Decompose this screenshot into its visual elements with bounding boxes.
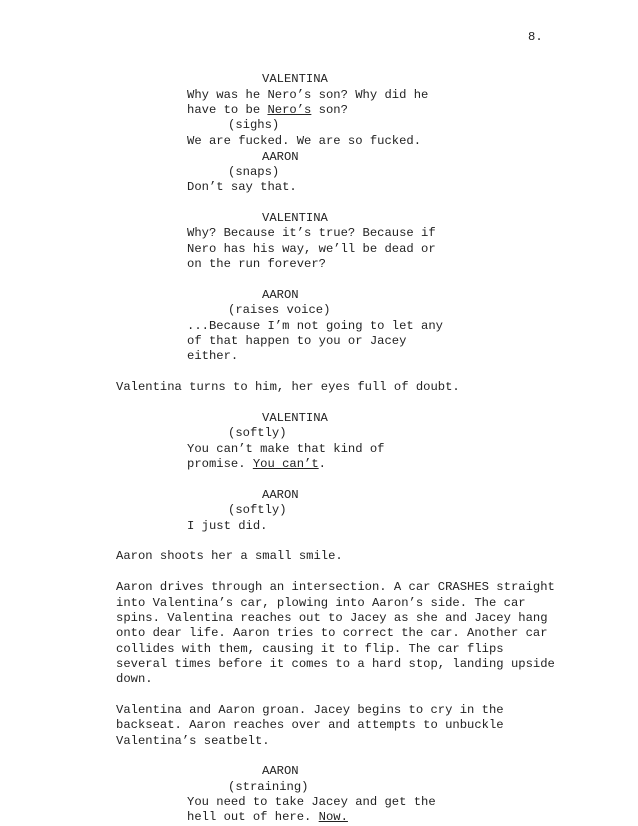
character-name: AARON bbox=[262, 150, 299, 164]
character-name: AARON bbox=[262, 488, 299, 502]
action-line: backseat. Aaron reaches over and attempts to unbuckle bbox=[116, 718, 504, 732]
dialogue-line: Why was he Nero’s son? Why did he bbox=[187, 88, 429, 102]
dialogue-line: Why? Because it’s true? Because if bbox=[187, 226, 436, 240]
character-name: VALENTINA bbox=[262, 72, 328, 86]
character-name: AARON bbox=[262, 764, 299, 778]
dialogue-line: We are fucked. We are so fucked. bbox=[187, 134, 422, 148]
dialogue-text: son? bbox=[311, 103, 348, 117]
character-name: VALENTINA bbox=[262, 411, 328, 425]
underlined-text: Now. bbox=[318, 810, 348, 824]
action-line: Valentina and Aaron groan. Jacey begins to cry in the bbox=[116, 703, 504, 717]
dialogue-text: hell out of here. bbox=[187, 810, 319, 824]
dialogue-line: on the run forever? bbox=[187, 257, 326, 271]
action-line: Valentina turns to him, her eyes full of doubt. bbox=[116, 380, 460, 394]
character-name: VALENTINA bbox=[262, 211, 328, 225]
parenthetical: (snaps) bbox=[228, 165, 280, 179]
action-line: Aaron drives through an intersection. A car CRASHES straight bbox=[116, 580, 555, 594]
action-line: Aaron shoots her a small smile. bbox=[116, 549, 343, 563]
parenthetical: (straining) bbox=[228, 780, 309, 794]
action-line: spins. Valentina reaches out to Jacey as she and Jacey hang bbox=[116, 611, 548, 625]
action-line: collides with them, causing it to flip. The car flips bbox=[116, 642, 504, 656]
parenthetical: (sighs) bbox=[228, 118, 280, 132]
dialogue-text: . bbox=[318, 457, 326, 471]
action-line: down. bbox=[116, 672, 153, 686]
parenthetical: (raises voice) bbox=[228, 303, 331, 317]
action-line: Valentina’s seatbelt. bbox=[116, 734, 270, 748]
dialogue-text: have to be bbox=[187, 103, 268, 117]
action-line: several times before it comes to a hard stop, landing upside bbox=[116, 657, 555, 671]
dialogue-line bbox=[187, 103, 348, 119]
dialogue-line bbox=[187, 457, 326, 473]
page-number: 8. bbox=[528, 30, 543, 44]
dialogue-line: of that happen to you or Jacey bbox=[187, 334, 407, 348]
dialogue-line: either. bbox=[187, 349, 239, 363]
parenthetical: (softly) bbox=[228, 426, 287, 440]
dialogue-line: ...Because I’m not going to let any bbox=[187, 319, 443, 333]
parenthetical: (softly) bbox=[228, 503, 287, 517]
underlined-text: Nero’s bbox=[267, 103, 312, 117]
dialogue-line: You need to take Jacey and get the bbox=[187, 795, 436, 809]
dialogue-line: I just did. bbox=[187, 519, 268, 533]
dialogue-text: promise. bbox=[187, 457, 253, 471]
underlined-text: You can’t bbox=[252, 457, 319, 471]
action-line: onto dear life. Aaron tries to correct the car. Another car bbox=[116, 626, 548, 640]
character-name: AARON bbox=[262, 288, 299, 302]
dialogue-line: Nero has his way, we’ll be dead or bbox=[187, 242, 436, 256]
dialogue-line bbox=[187, 810, 348, 826]
dialogue-line: You can’t make that kind of bbox=[187, 442, 385, 456]
dialogue-line: Don’t say that. bbox=[187, 180, 297, 194]
action-line: into Valentina’s car, plowing into Aaron’s side. The car bbox=[116, 596, 526, 610]
